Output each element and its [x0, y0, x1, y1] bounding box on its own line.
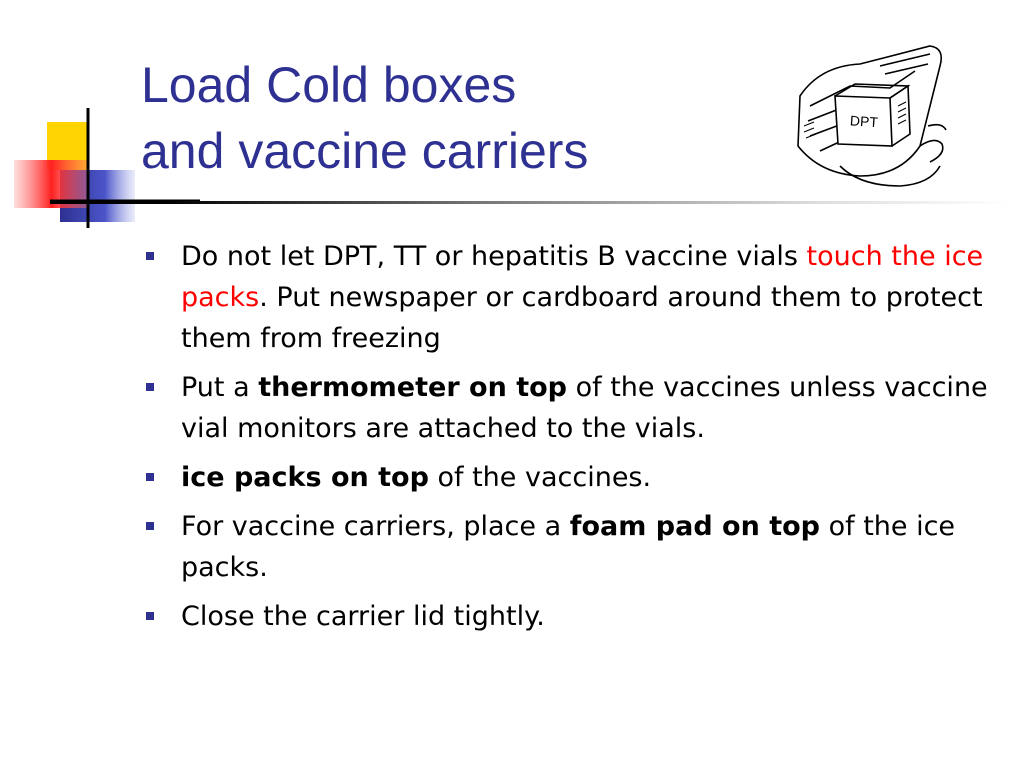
list-item: Put a thermometer on top of the vaccines unless vaccine vial monitors are attached to the vials.	[146, 367, 1006, 449]
bold-text: foam pad on top	[569, 511, 820, 542]
list-item: Close the carrier lid tightly.	[146, 596, 1006, 637]
bullet-square-icon	[146, 473, 154, 481]
title-line-2: and vaccine carriers	[141, 123, 589, 179]
slide-title	[141, 52, 588, 184]
bold-text: thermometer on top	[258, 372, 567, 403]
bullet-square-icon	[146, 252, 154, 260]
box-label: DPT	[849, 112, 879, 131]
vaccine-box-newspaper-icon	[780, 26, 950, 196]
list-item: ice packs on top of the vaccines.	[146, 457, 1006, 498]
bullet-square-icon	[146, 522, 154, 530]
bold-text: ice packs on top	[181, 462, 429, 493]
list-item: Do not let DPT, TT or hepatitis B vaccine vials touch the ice packs. Put newspaper or cardboard around them to protect them from freezing	[146, 236, 1006, 359]
title-divider	[50, 201, 1010, 204]
highlight-text: touch the ice packs	[181, 241, 984, 313]
title-line-1: Load Cold boxes	[141, 57, 517, 113]
bullet-square-icon	[146, 612, 154, 620]
bullet-list	[146, 236, 1006, 645]
bullet-square-icon	[146, 383, 154, 391]
list-item: For vaccine carriers, place a foam pad on top of the ice packs.	[146, 506, 1006, 588]
